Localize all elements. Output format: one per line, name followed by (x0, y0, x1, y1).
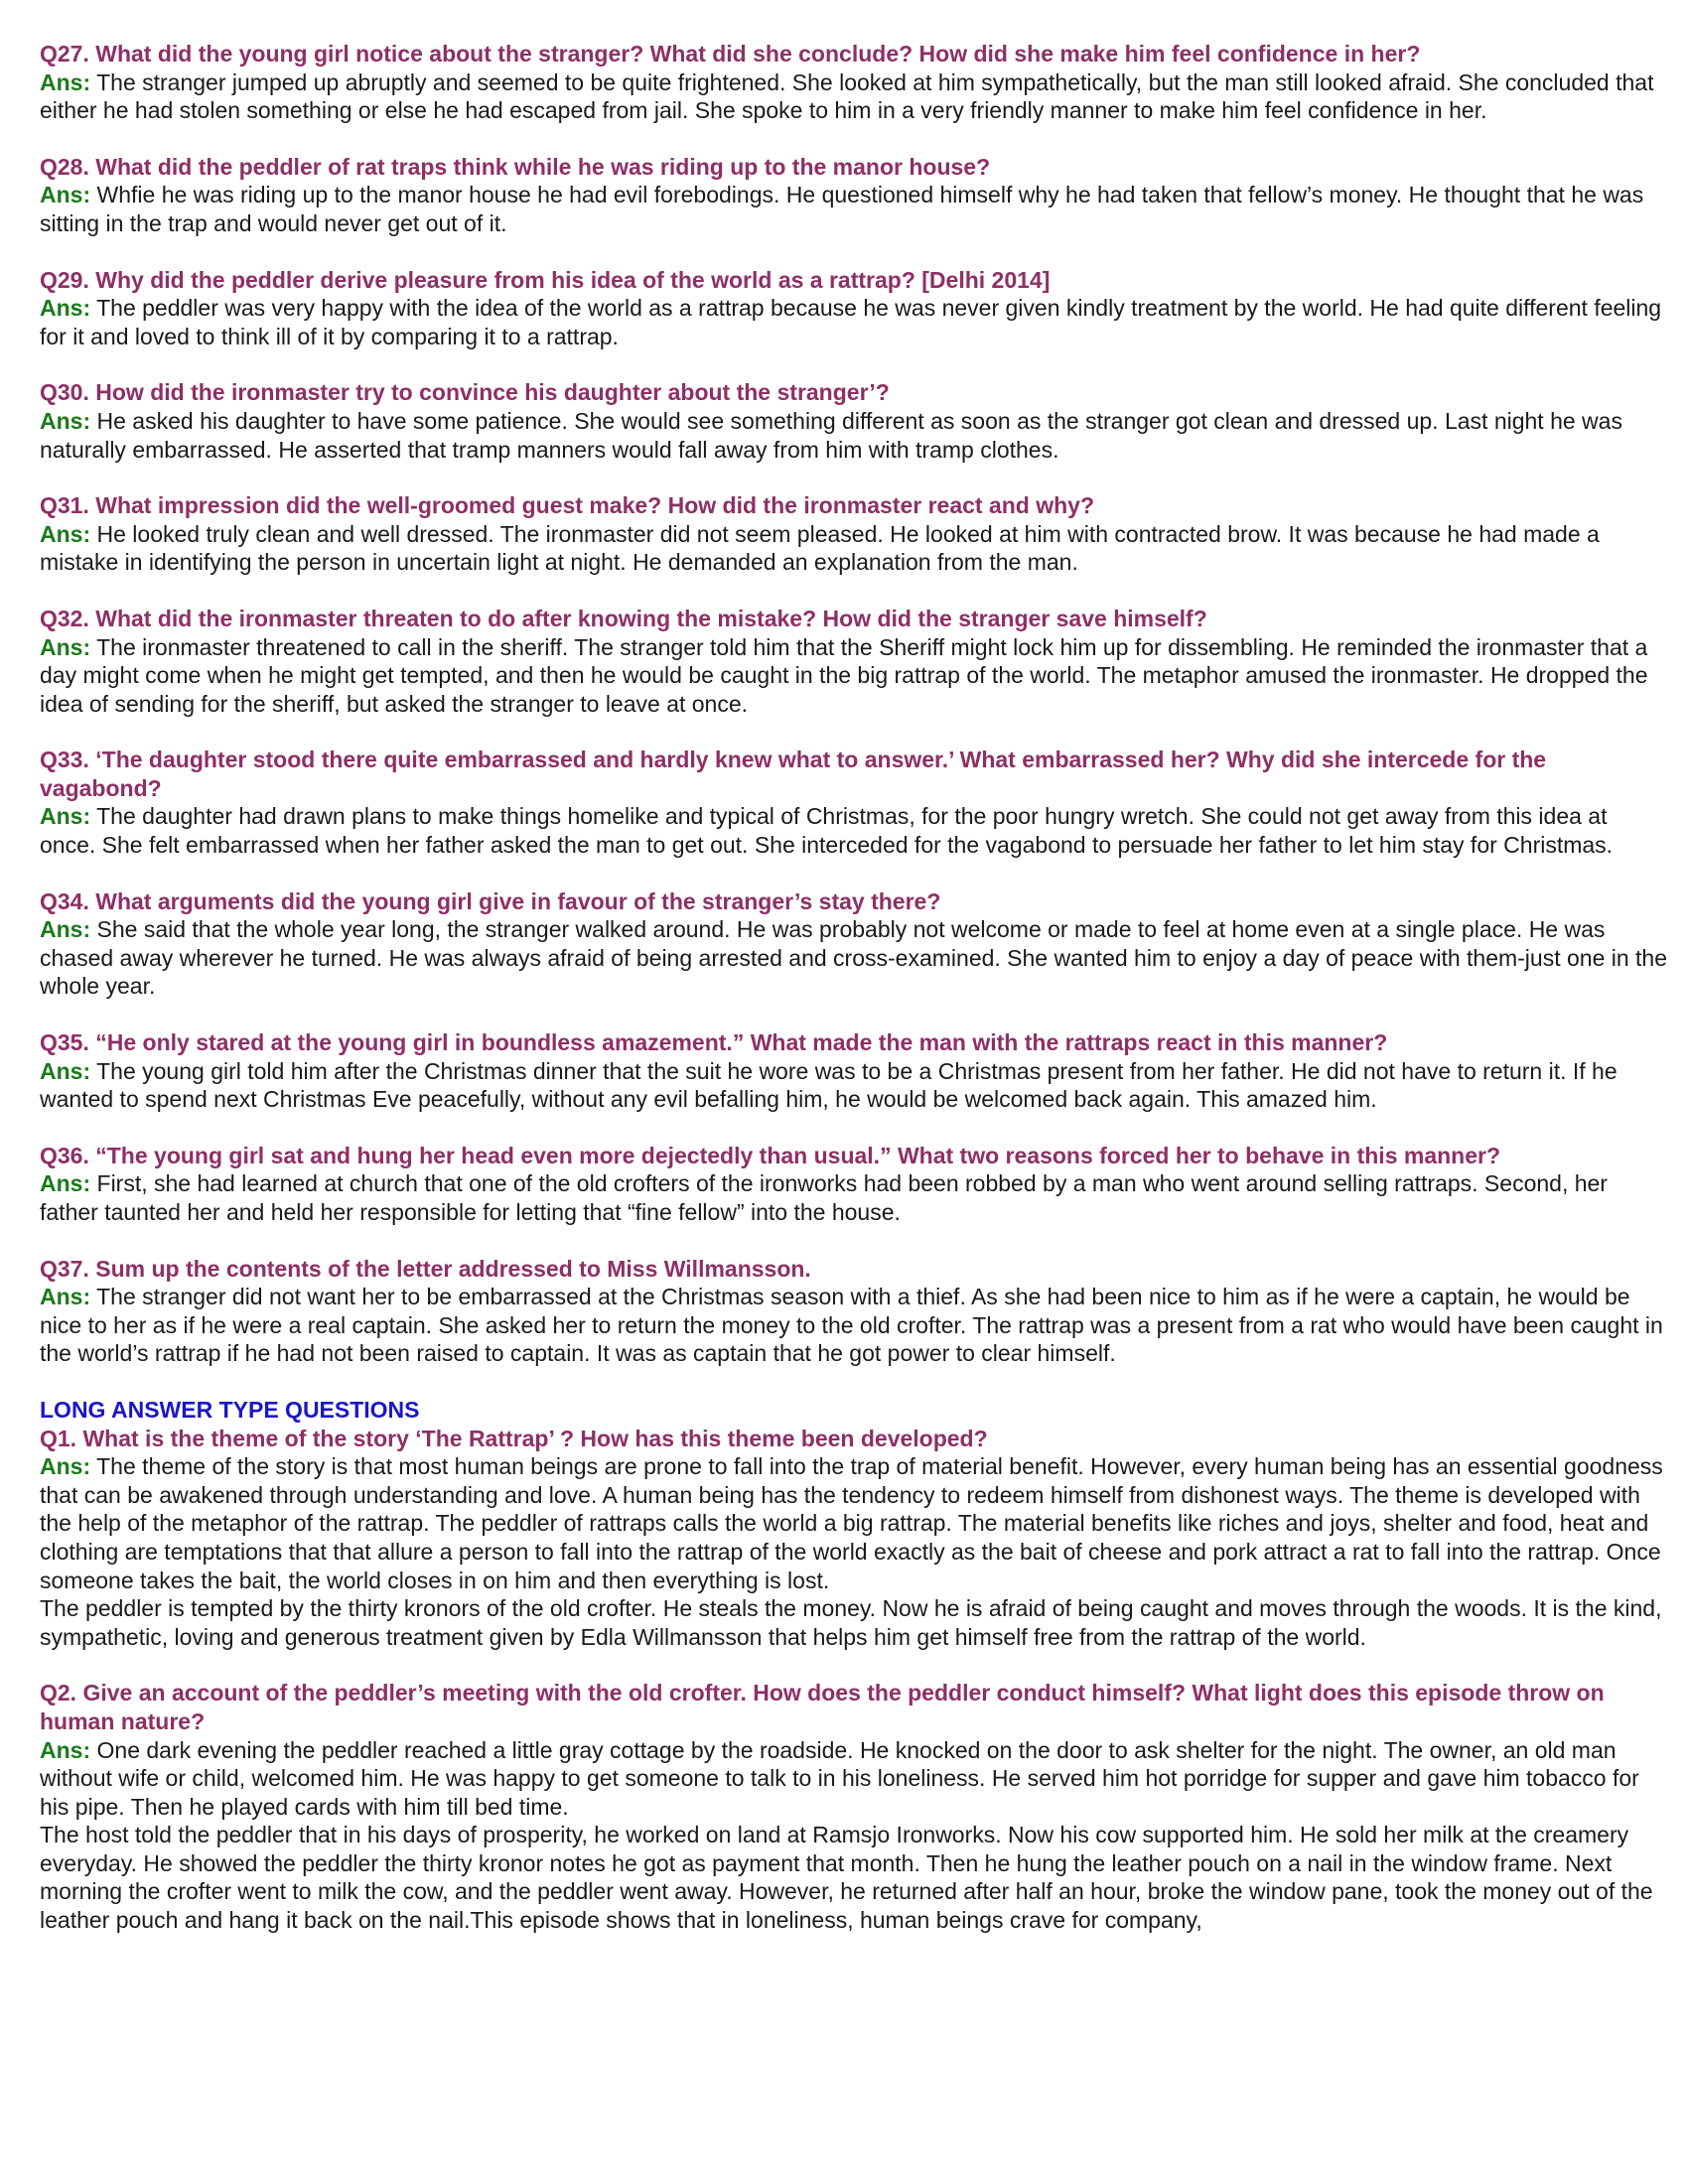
qa-block-q27 (40, 40, 1668, 125)
qa-block-q29 (40, 266, 1668, 351)
question-long-q1: Q1. What is the theme of the story ‘The Rattrap’ ? How has this theme been developed? (40, 1425, 988, 1451)
answer-q32 (40, 633, 1668, 719)
answer-text: One dark evening the peddler reached a little gray cottage by the roadside. He knocked on the door to ask shelter for the night. The owner, an old man without wife or child, welcomed him. He was happy to get someone to talk to in his loneliness. He served him hot porridge for supper and gave him tobacco for his pipe. Then he played cards with him till bed time. (40, 1736, 1639, 1820)
answer-q37 (40, 1283, 1668, 1368)
answer-text: First, she had learned at church that one of the old crofters of the ironworks had been robbed by a man who went around selling rattraps. Second, her father taunted her and held her responsible for letting that “fine fellow” into the house. (40, 1170, 1608, 1225)
ans-label: Ans: (40, 1057, 91, 1084)
ans-label: Ans: (40, 520, 91, 547)
ans-label: Ans: (40, 916, 91, 943)
question-q35: Q35. “He only stared at the young girl in boundless amazement.” What made the man with the rattraps react in this manner? (40, 1029, 1388, 1056)
ans-label: Ans: (40, 1170, 91, 1197)
qa-block-q37 (40, 1255, 1668, 1368)
question-q34: Q34. What arguments did the young girl give in favour of the stranger’s stay there? (40, 887, 941, 914)
ans-label: Ans: (40, 68, 91, 95)
ans-label: Ans: (40, 633, 91, 660)
answer-text: The stranger jumped up abruptly and seemed to be quite frightened. She looked at him sympathetically, but the man still looked afraid. She concluded that either he had stolen something or else he had escaped from jail. She spoke to him in a very friendly manner to make him feel confidence in her. (40, 68, 1654, 124)
qa-block-q33 (40, 746, 1668, 859)
question-q30: Q30. How did the ironmaster try to convince his daughter about the stranger’? (40, 379, 890, 406)
answer-q29 (40, 294, 1668, 350)
question-q28: Q28. What did the peddler of rat traps think while he was riding up to the manor house? (40, 153, 991, 180)
answer-long-q1 (40, 1452, 1668, 1594)
qa-block-q36 (40, 1142, 1668, 1227)
section-title: LONG ANSWER TYPE QUESTIONS (40, 1396, 420, 1423)
answer-text: The peddler was very happy with the idea of the world as a rattrap because he was never given kindly treatment by the world. He had quite different feeling for it and loved to think ill of it by comparing it to a rattrap. (40, 295, 1662, 349)
long-answer-section (40, 1396, 1668, 1651)
answer-text: He looked truly clean and well dressed. The ironmaster did not seem pleased. He looked at him with contracted brow. It was because he had made a mistake in identifying the person in uncertain light at night. He demanded an explanation from the man. (40, 520, 1600, 576)
qa-block-q28 (40, 153, 1668, 238)
question-q29: Q29. Why did the peddler derive pleasure from his idea of the world as a rattrap? [Delhi 2014] (40, 266, 1051, 293)
answer-text: The theme of the story is that most human beings are prone to fall into the trap of material benefit. However, every human being has an essential goodness that can be awakened through understanding and love. A human being has the tendency to redeem himself from dishonest ways. The theme is developed with the help of the metaphor of the rattrap. The peddler of rattraps calls the world a big rattrap. The material benefits like riches and joys, shelter and food, heat and clothing are temptations that that allure a person to fall into the rattrap of the world exactly as the bait of cheese and pork attract a rat to fall into the rattrap. Once someone takes the bait, the world closes in on him and then everything is lost. (40, 1453, 1663, 1593)
answer-q34 (40, 915, 1668, 1001)
qa-block-q31 (40, 491, 1668, 577)
ans-label: Ans: (40, 1736, 91, 1763)
question-q27: Q27. What did the young girl notice about the stranger? What did she conclude? How did she make him feel confidence in her? (40, 41, 1421, 67)
qa-block-long-q2 (40, 1679, 1668, 1934)
answer-text: She said that the whole year long, the stranger walked around. He was probably not welcome or made to feel at home even at a single place. He was chased away wherever he turned. He was always afraid of being arrested and cross-examined. She wanted him to enjoy a day of peace with them-just one in the whole year. (40, 916, 1668, 1000)
answer-q31 (40, 520, 1668, 577)
answer-q27 (40, 68, 1668, 125)
qa-block-q34 (40, 887, 1668, 1001)
answer-q30 (40, 407, 1668, 464)
answer-q35 (40, 1057, 1668, 1114)
answer-long-q2-paragraph-2: The host told the peddler that in his days of prosperity, he worked on land at Ramsjo Ironworks. Now his cow supported him. He sold her milk at the creamery everyday. He showed the peddler the thirty kronor notes he got as payment that month. Then he hung the leather pouch on a nail in the window frame. Next morning the crofter went to milk the cow, and the peddler went away. However, he returned after half an hour, broke the window pane, took the money out of the leather pouch and hang it back on the nail.This episode shows that in loneliness, human beings crave for company, (40, 1822, 1653, 1934)
answer-q28 (40, 181, 1668, 237)
ans-label: Ans: (40, 803, 91, 830)
ans-label: Ans: (40, 1453, 91, 1480)
answer-q36 (40, 1169, 1668, 1226)
question-long-q2: Q2. Give an account of the peddler’s meeting with the old crofter. How does the peddler conduct himself? What light does this episode throw on human nature? (40, 1680, 1605, 1734)
answer-text: The young girl told him after the Christmas dinner that the suit he wore was to be a Christmas present from her father. He did not have to return it. If he wanted to spend next Christmas Eve peacefully, without any evil befalling him, he would be welcomed back again. This amazed him. (40, 1057, 1618, 1113)
answer-text: He asked his daughter to have some patience. She would see something different as soon as the stranger got clean and dressed up. Last night he was naturally embarrassed. He asserted that tramp manners would fall away from him with tramp clothes. (40, 407, 1622, 463)
ans-label: Ans: (40, 407, 91, 434)
answer-q33 (40, 802, 1668, 859)
answer-long-q2 (40, 1736, 1668, 1822)
qa-block-q30 (40, 378, 1668, 464)
question-q36: Q36. “The young girl sat and hung her head even more dejectedly than usual.” What two reasons forced her to behave in this manner? (40, 1142, 1501, 1168)
qa-block-q32 (40, 605, 1668, 718)
ans-label: Ans: (40, 182, 91, 208)
question-q31: Q31. What impression did the well-groomed guest make? How did the ironmaster react and why? (40, 492, 1095, 519)
answer-text: The ironmaster threatened to call in the sheriff. The stranger told him that the Sheriff might lock him up for dissembling. He reminded the ironmaster that a day might come when he might get tempted, and then he would be caught in the big rattrap of the world. The metaphor amused the ironmaster. He dropped the idea of sending for the sheriff, but asked the stranger to leave at once. (40, 633, 1648, 717)
ans-label: Ans: (40, 1284, 91, 1310)
answer-text: The stranger did not want her to be embarrassed at the Christmas season with a thief. As she had been nice to him as if he were a captain, he would be nice to her as if he were a real captain. She asked her to return the money to the old crofter. The rattrap was a present from a rat who would have been caught in the world’s rattrap if he had not been raised to captain. It was as captain that he got power to clear himself. (40, 1284, 1663, 1367)
answer-text: The daughter had drawn plans to make things homelike and typical of Christmas, for the poor hungry wretch. She could not get away from this idea at once. She felt embarrassed when her father asked the man to get out. She interceded for the vagabond to persuade her father to let him stay for Christmas. (40, 803, 1614, 859)
question-q37: Q37. Sum up the contents of the letter addressed to Miss Willmansson. (40, 1255, 811, 1282)
answer-long-q1-paragraph-2: The peddler is tempted by the thirty kronors of the old crofter. He steals the money. Now he is afraid of being caught and moves through the woods. It is the kind, sympathetic, loving and generous treatment given by Edla Willmansson that helps him get himself free from the rattrap of the world. (40, 1595, 1662, 1650)
answer-text: Whfie he was riding up to the manor house he had evil forebodings. He questioned himself why he had taken that fellow’s money. He thought that he was sitting in the trap and would never get out of it. (40, 182, 1644, 236)
ans-label: Ans: (40, 295, 91, 322)
question-q33: Q33. ‘The daughter stood there quite embarrassed and hardly knew what to answer.’ What embarrassed her? Why did she intercede for the vagabond? (40, 747, 1547, 801)
qa-block-q35 (40, 1028, 1668, 1114)
question-q32: Q32. What did the ironmaster threaten to do after knowing the mistake? How did the stranger save himself? (40, 605, 1207, 631)
